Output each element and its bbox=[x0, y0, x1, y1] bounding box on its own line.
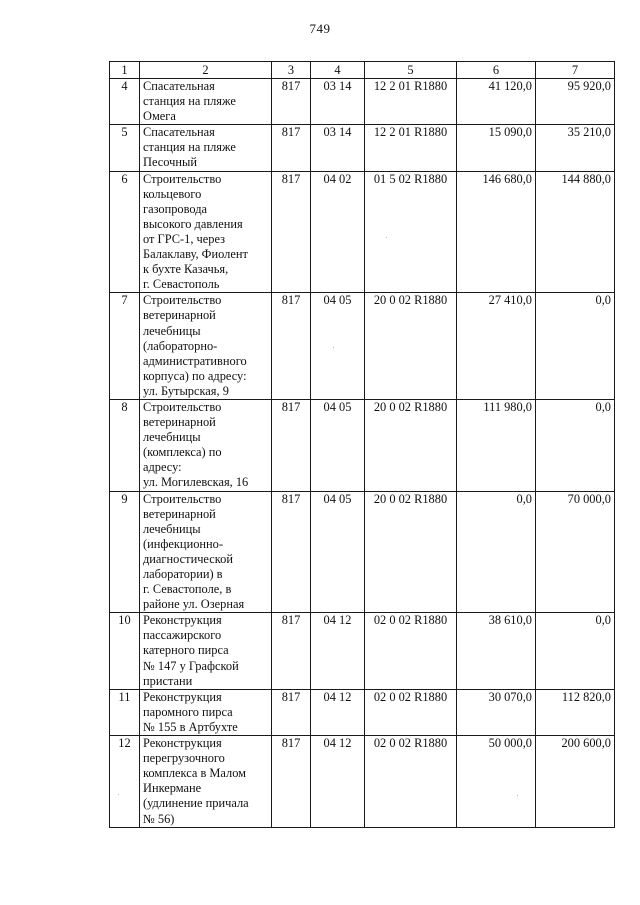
section-code-cell: 04 12 bbox=[311, 613, 365, 689]
amount-col-7-cell: 144 880,0 bbox=[536, 171, 615, 293]
ministry-code-cell: 817 bbox=[272, 293, 311, 400]
row-number-cell: 7 bbox=[110, 293, 140, 400]
column-header-4: 4 bbox=[311, 62, 365, 79]
amount-col-7-cell: 0,0 bbox=[536, 613, 615, 689]
amount-col-7-cell: 95 920,0 bbox=[536, 79, 615, 125]
table-row bbox=[110, 79, 615, 125]
row-number-cell: 5 bbox=[110, 125, 140, 171]
ministry-code-cell: 817 bbox=[272, 689, 311, 735]
amount-col-7-cell: 112 820,0 bbox=[536, 689, 615, 735]
column-header-7: 7 bbox=[536, 62, 615, 79]
amount-col-7-cell: 200 600,0 bbox=[536, 736, 615, 828]
target-article-code-cell: 12 2 01 R1880 bbox=[365, 79, 457, 125]
target-article-code-cell: 20 0 02 R1880 bbox=[365, 491, 457, 613]
amount-col-6-cell: 38 610,0 bbox=[457, 613, 536, 689]
amount-col-7-cell: 0,0 bbox=[536, 293, 615, 400]
row-number-cell: 4 bbox=[110, 79, 140, 125]
object-name-cell: Строительство ветеринарной лечебницы (инфекционно- диагностической лаборатории) в г. Севастополе, в районе ул. Озерная bbox=[140, 491, 272, 613]
section-code-cell: 04 12 bbox=[311, 689, 365, 735]
amount-col-7-cell: 35 210,0 bbox=[536, 125, 615, 171]
scan-speck bbox=[118, 794, 119, 795]
object-name-cell: Спасательная станция на пляже Песочный bbox=[140, 125, 272, 171]
column-header-2: 2 bbox=[140, 62, 272, 79]
budget-table bbox=[109, 61, 615, 828]
row-number-cell: 6 bbox=[110, 171, 140, 293]
amount-col-6-cell: 41 120,0 bbox=[457, 79, 536, 125]
object-name-cell: Реконструкция паромного пирса № 155 в Артбухте bbox=[140, 689, 272, 735]
row-number-cell: 10 bbox=[110, 613, 140, 689]
table-row bbox=[110, 736, 615, 828]
object-name-cell: Строительство ветеринарной лечебницы (комплекса) по адресу: ул. Могилевская, 16 bbox=[140, 399, 272, 491]
table-row bbox=[110, 613, 615, 689]
row-number-cell: 8 bbox=[110, 399, 140, 491]
object-name-cell: Строительство кольцевого газопровода высокого давления от ГРС-1, через Балаклаву, Фиолент к бухте Казачья, г. Севастополь bbox=[140, 171, 272, 293]
target-article-code-cell: 20 0 02 R1880 bbox=[365, 399, 457, 491]
amount-col-7-cell: 0,0 bbox=[536, 399, 615, 491]
table-body bbox=[110, 62, 615, 828]
column-header-5: 5 bbox=[365, 62, 457, 79]
amount-col-7-cell: 70 000,0 bbox=[536, 491, 615, 613]
table-row bbox=[110, 689, 615, 735]
ministry-code-cell: 817 bbox=[272, 399, 311, 491]
row-number-cell: 11 bbox=[110, 689, 140, 735]
table-row bbox=[110, 399, 615, 491]
table-row bbox=[110, 293, 615, 400]
table-row bbox=[110, 171, 615, 293]
column-header-row bbox=[110, 62, 615, 79]
column-header-6: 6 bbox=[457, 62, 536, 79]
scan-speck bbox=[517, 795, 518, 796]
column-header-3: 3 bbox=[272, 62, 311, 79]
section-code-cell: 04 05 bbox=[311, 399, 365, 491]
target-article-code-cell: 01 5 02 R1880 bbox=[365, 171, 457, 293]
ministry-code-cell: 817 bbox=[272, 125, 311, 171]
section-code-cell: 04 05 bbox=[311, 491, 365, 613]
table-row bbox=[110, 125, 615, 171]
amount-col-6-cell: 0,0 bbox=[457, 491, 536, 613]
section-code-cell: 04 02 bbox=[311, 171, 365, 293]
section-code-cell: 04 05 bbox=[311, 293, 365, 400]
page-number: 749 bbox=[309, 21, 331, 36]
amount-col-6-cell: 27 410,0 bbox=[457, 293, 536, 400]
ministry-code-cell: 817 bbox=[272, 79, 311, 125]
column-header-1: 1 bbox=[110, 62, 140, 79]
scan-speck bbox=[333, 347, 334, 348]
ministry-code-cell: 817 bbox=[272, 491, 311, 613]
amount-col-6-cell: 50 000,0 bbox=[457, 736, 536, 828]
object-name-cell: Реконструкция перегрузочного комплекса в Малом Инкермане (удлинение причала № 56) bbox=[140, 736, 272, 828]
object-name-cell: Реконструкция пассажирского катерного пирса № 147 у Графской пристани bbox=[140, 613, 272, 689]
amount-col-6-cell: 111 980,0 bbox=[457, 399, 536, 491]
table-row bbox=[110, 491, 615, 613]
target-article-code-cell: 02 0 02 R1880 bbox=[365, 689, 457, 735]
object-name-cell: Строительство ветеринарной лечебницы (лабораторно- административного корпуса) по адресу: ул. Бутырская, 9 bbox=[140, 293, 272, 400]
section-code-cell: 04 12 bbox=[311, 736, 365, 828]
row-number-cell: 9 bbox=[110, 491, 140, 613]
object-name-cell: Спасательная станция на пляже Омега bbox=[140, 79, 272, 125]
section-code-cell: 03 14 bbox=[311, 125, 365, 171]
target-article-code-cell: 02 0 02 R1880 bbox=[365, 613, 457, 689]
ministry-code-cell: 817 bbox=[272, 736, 311, 828]
amount-col-6-cell: 15 090,0 bbox=[457, 125, 536, 171]
section-code-cell: 03 14 bbox=[311, 79, 365, 125]
amount-col-6-cell: 30 070,0 bbox=[457, 689, 536, 735]
row-number-cell: 12 bbox=[110, 736, 140, 828]
target-article-code-cell: 20 0 02 R1880 bbox=[365, 293, 457, 400]
ministry-code-cell: 817 bbox=[272, 171, 311, 293]
target-article-code-cell: 02 0 02 R1880 bbox=[365, 736, 457, 828]
amount-col-6-cell: 146 680,0 bbox=[457, 171, 536, 293]
scan-speck bbox=[386, 237, 387, 238]
target-article-code-cell: 12 2 01 R1880 bbox=[365, 125, 457, 171]
ministry-code-cell: 817 bbox=[272, 613, 311, 689]
